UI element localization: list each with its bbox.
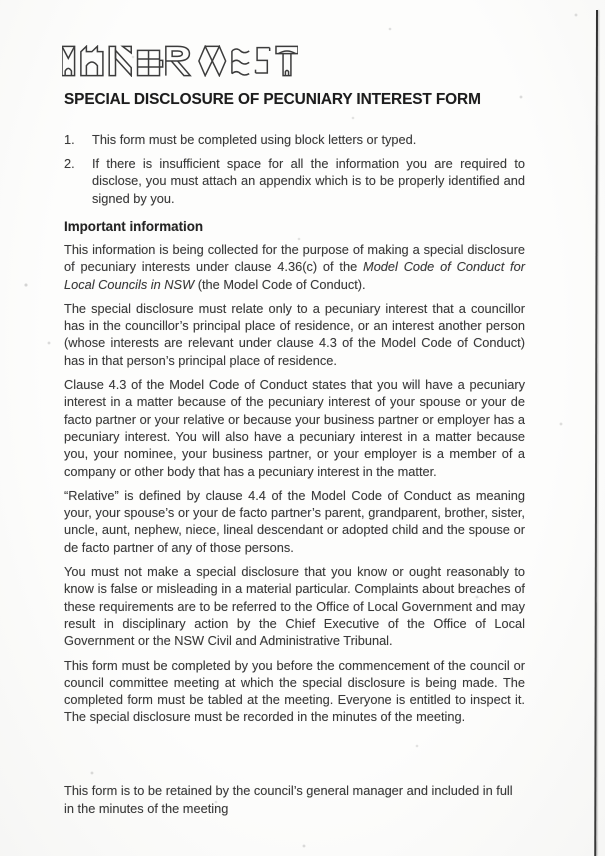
paragraph-collection-purpose bbox=[64, 241, 525, 293]
scan-noise bbox=[0, 0, 2, 2]
inner-west-logo bbox=[62, 45, 298, 77]
section-heading-important-information: Important information bbox=[64, 219, 204, 234]
paragraph-completion-requirements: This form must be completed by you before the commencement of the council or council committee meeting at which the special disclosure is being made. The completed form must be tabled at the meeting. Everyone is entitled to inspect it. The special disclosure must be recorded in the minutes of the meeting. bbox=[64, 657, 525, 725]
footer-note: This form is to be retained by the council’s general manager and included in full in the minutes of the meeting bbox=[64, 782, 513, 817]
paragraph-relative-definition: “Relative” is defined by clause 4.4 of the Model Code of Conduct as meaning your, your spouse’s or your de facto partner’s parent, grandparent, brother, sister, uncle, aunt, nephew, niece, lineal descendant or adopted child and the spouse or de facto partner of any of those persons. bbox=[64, 487, 525, 555]
paragraph-disclosure-scope: The special disclosure must relate only to a pecuniary interest that a councillor has in the councillor’s principal place of residence, or an interest another person (whose interests are relevant under clause 4.3 of the Model Code of Conduct) has in that person’s principal place of residence. bbox=[64, 300, 525, 368]
instruction-text: This form must be completed using block letters or typed. bbox=[92, 132, 417, 147]
document-title: SPECIAL DISCLOSURE OF PECUNIARY INTEREST FORM bbox=[64, 91, 481, 108]
instruction-item-2 bbox=[64, 155, 525, 208]
paragraph-false-disclosure-warning: You must not make a special disclosure that you know or ought reasonably to know is false or misleading in a material particular. Complaints about breaches of these requirements are to be referred to the Office of Local Government and may result in disciplinary action by the Chief Executive of the Office of Local Government or the NSW Civil and Administrative Tribunal. bbox=[64, 564, 525, 649]
paragraph-text-italic: Model Code of Conduct for Local Councils in NSW bbox=[64, 259, 525, 292]
instruction-list bbox=[64, 131, 525, 207]
paragraph-text: (the Model Code of Conduct). bbox=[194, 276, 366, 292]
page-edge-scan-line bbox=[594, 10, 598, 856]
instruction-text: If there is insufficient space for all the information you are required to disclose, you must attach an appendix which is to be properly identified and signed by you. bbox=[92, 155, 525, 206]
paragraph-text: This information is being collected for the purpose of making a special disclosure of pecuniary interests under clause 4.36(c) of the bbox=[64, 242, 525, 275]
paragraph-clause-4-3: Clause 4.3 of the Model Code of Conduct states that you will have a pecuniary interest in a matter because of the pecuniary interest of your spouse or your de facto partner or your relative or because your business partner or employer has a pecuniary interest. You will also have a pecuniary interest in a matter because you, your nominee, your business partner, or your employer is a member of a company or other body that has a pecuniary interest in the matter. bbox=[64, 377, 525, 479]
instruction-number: 1. bbox=[64, 132, 75, 147]
document-content bbox=[64, 45, 525, 819]
instruction-number: 2. bbox=[64, 155, 75, 171]
instruction-item-1 bbox=[64, 131, 525, 149]
